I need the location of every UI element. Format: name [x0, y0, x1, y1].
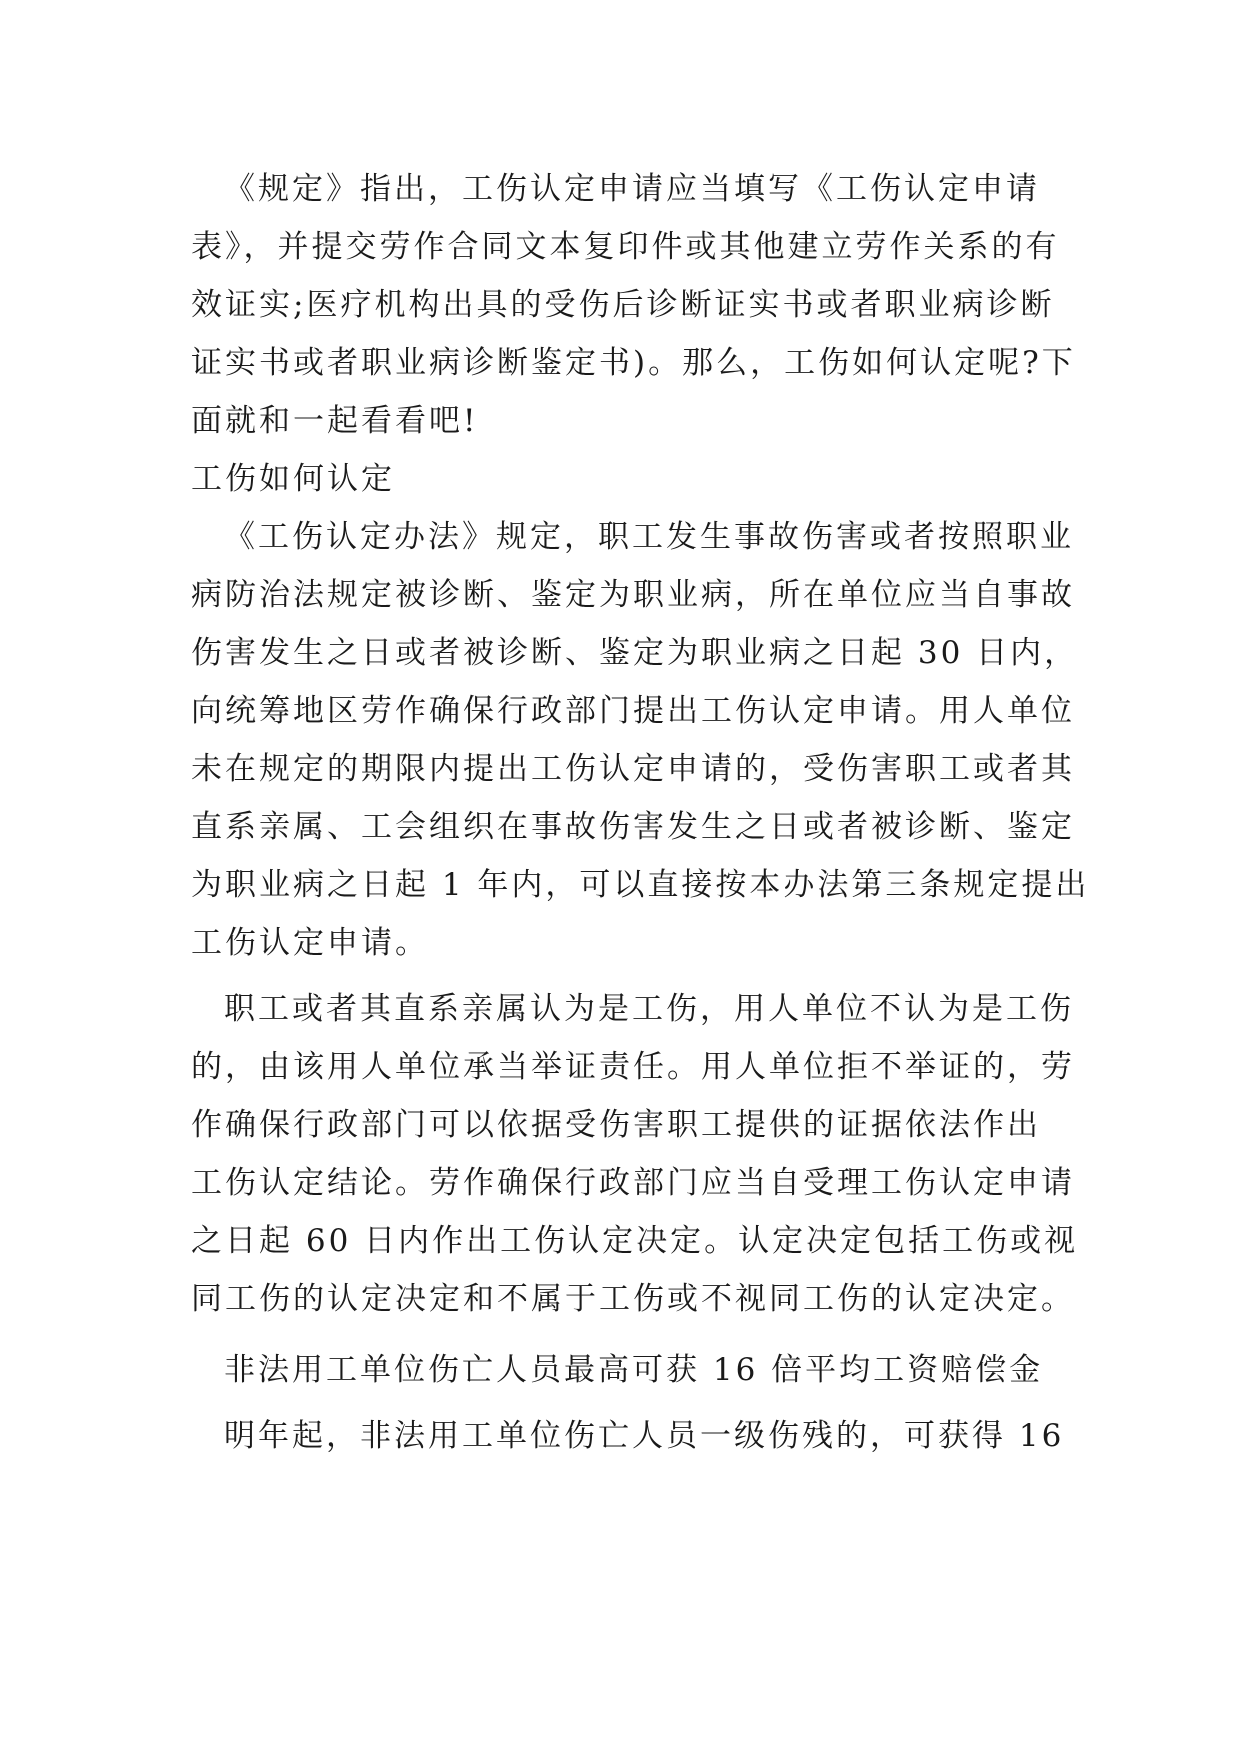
text-line: 病防治法规定被诊断、鉴定为职业病，所在单位应当自事故 — [191, 577, 1075, 613]
text-line: 伤害发生之日或者被诊断、鉴定为职业病之日起 30 日内， — [191, 635, 1079, 671]
text-line: 之日起 60 日内作出工伤认定决定。认定决定包括工伤或视 — [191, 1223, 1079, 1259]
paragraph-2 — [191, 508, 1090, 972]
text-line: 证实书或者职业病诊断鉴定书)。那么，工伤如何认定呢?下 — [191, 345, 1076, 381]
section-heading: 工伤如何认定 — [191, 461, 395, 497]
text-line: 工伤认定结论。劳作确保行政部门应当自受理工伤认定申请 — [191, 1165, 1075, 1201]
document-body — [191, 160, 1090, 1465]
subheading: 非法用工单位伤亡人员最高可获 16 倍平均工资赔偿金 — [224, 1352, 1044, 1388]
text-line: 《工伤认定办法》规定，职工发生事故伤害或者按照职业 — [224, 519, 1074, 555]
text-line: 职工或者其直系亲属认为是工伤，用人单位不认为是工伤 — [224, 991, 1074, 1027]
text-line: 向统筹地区劳作确保行政部门提出工伤认定申请。用人单位 — [191, 693, 1075, 729]
paragraph-3 — [191, 980, 1079, 1328]
paragraph-1 — [191, 160, 1076, 450]
text-line: 的，由该用人单位承当举证责任。用人单位拒不举证的，劳 — [191, 1049, 1075, 1085]
text-line: 工伤认定申请。 — [191, 925, 429, 961]
text-line: 面就和一起看看吧! — [191, 403, 479, 439]
text-line: 为职业病之日起 1 年内，可以直接按本办法第三条规定提出 — [191, 867, 1090, 903]
text-line: 直系亲属、工会组织在事故伤害发生之日或者被诊断、鉴定 — [191, 809, 1075, 845]
text-line: 未在规定的期限内提出工伤认定申请的，受伤害职工或者其 — [191, 751, 1075, 787]
text-line: 表》，并提交劳作合同文本复印件或其他建立劳作关系的有 — [191, 229, 1060, 265]
text-line: 《规定》指出，工伤认定申请应当填写《工伤认定申请 — [224, 171, 1040, 207]
text-line: 作确保行政部门可以依据受伤害职工提供的证据依法作出 — [191, 1107, 1041, 1143]
text-line: 明年起，非法用工单位伤亡人员一级伤残的，可获得 16 — [224, 1418, 1065, 1454]
text-line: 效证实;医疗机构出具的受伤后诊断证实书或者职业病诊断 — [191, 287, 1055, 323]
paragraph-4 — [191, 1407, 1065, 1465]
text-line: 同工伤的认定决定和不属于工伤或不视同工伤的认定决定。 — [191, 1281, 1075, 1317]
